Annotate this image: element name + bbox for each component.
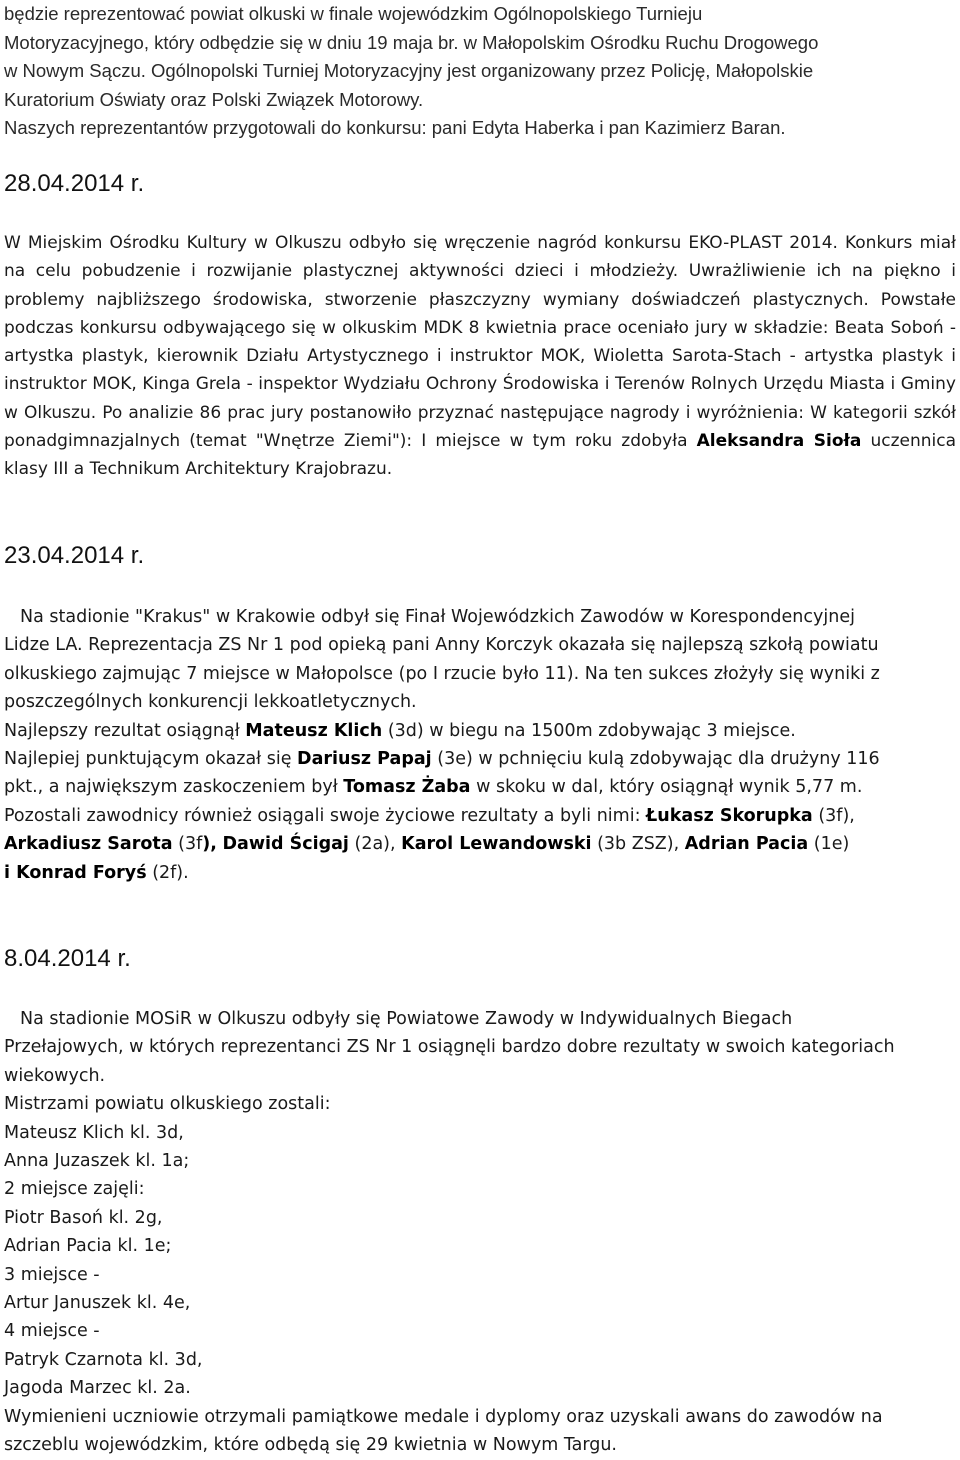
- intro-line: Motoryzacyjnego, który odbędzie się w dniu 19 maja br. w Małopolskim Ośrodku Ruchu Drogowego: [4, 31, 819, 53]
- results-line: Patryk Czarnota kl. 3d,: [4, 1349, 203, 1370]
- intro-line: będzie reprezentować powiat olkuski w finale wojewódzkim Ogólnopolskiego Turnieju: [4, 3, 703, 24]
- surprise-line: [4, 773, 956, 801]
- athlete-name: i Konrad Foryś: [4, 862, 147, 883]
- athlete-name: Arkadiusz Sarota: [4, 834, 173, 855]
- athlete-class: (3f: [178, 834, 203, 855]
- section-date-eko: 28.04.2014 r.: [4, 170, 145, 197]
- eko-text: W Miejskim Ośrodku Kultury w Olkuszu odbyło się wręczenie nagród konkursu EKO-PLAST 2014. Konkurs miał na celu pobudzenie i rozwijanie plastycznej aktywności dzieci i młodzieży. Uwrażliwienie ich na piękno i problemy najbliższego środowiska, stworzenie płaszczyzny wymiany doświadczeń plastycznych. Powstałe podczas konkursu odbywającego się w olkuskim MDK 8 kwietnia prace oceniało jury w składzie: Beata Soboń - artystka plastyk, kierownik Działu Artystycznego i instruktor MOK, Wioletta Sarota-Stach - artystka plastyk i instruktor MOK, Kinga Grela - inspektor Wydziału Ochrony Środowiska i Terenów Rolnych Urzędu Miasta i Gminy w Olkuszu. Po analizie 86 prac jury postanowiło przyznać następujące nagrody i wyróżnienia: W kategorii szkół ponadgimnazjalnych (temat "Wnętrze Ziemi"): I miejsce w tym roku zdobyła: [4, 233, 956, 452]
- scorer-post: (3e) w pchnięciu kulą zdobywając dla drużyny 116: [437, 749, 880, 770]
- results-line: Piotr Basoń kl. 2g,: [4, 1207, 163, 1228]
- results-line: 2 miejsce zajęli:: [4, 1179, 145, 1200]
- winner-name: Aleksandra Sioła: [696, 431, 862, 452]
- results-line: 3 miejsce -: [4, 1264, 100, 1285]
- best-result-line: [4, 717, 956, 745]
- intro-line: Naszych reprezentantów przygotowali do konkursu: pani Edyta Haberka i pan Kazimierz Baran.: [4, 117, 786, 138]
- intro-line: Kuratorium Oświaty oraz Polski Związek Motorowy.: [4, 88, 424, 110]
- athlete-class-bold: ),: [202, 834, 217, 855]
- athlete-class: (2a),: [354, 834, 396, 855]
- scorer-pre: Najlepiej punktującym okazał się: [4, 749, 292, 770]
- results-line: 4 miejsce -: [4, 1321, 100, 1342]
- athlete-name: Mateusz Klich: [245, 720, 383, 741]
- results-line: Jagoda Marzec kl. 2a.: [4, 1378, 191, 1399]
- closing-line: szczeblu wojewódzkim, które odbędą się 29 kwietnia w Nowym Targu.: [4, 1435, 617, 1456]
- results-line: Mistrzami powiatu olkuskiego zostali:: [4, 1094, 331, 1115]
- results-line: Adrian Pacia kl. 1e;: [4, 1236, 172, 1257]
- mosir-paragraph: [4, 1005, 956, 1460]
- section-date-krakus: 23.04.2014 r.: [4, 542, 145, 569]
- athlete-name: Łukasz Skorupka: [646, 805, 813, 826]
- others-line: [4, 802, 956, 830]
- athlete-name: Dariusz Papaj: [297, 749, 432, 770]
- best-pre: Najlepszy rezultat osiągnął: [4, 720, 240, 741]
- krakus-paragraph: [4, 603, 956, 887]
- athlete-name: Dawid Ścigaj: [222, 834, 349, 855]
- krakus-line: olkuskiego zajmując 7 miejsce w Małopolsce (po I rzucie było 11). Na ten sukces złożyły się wyniki z: [4, 663, 880, 684]
- athlete-name: Adrian Pacia: [684, 834, 809, 855]
- athlete-class: (3b ZSZ),: [597, 834, 680, 855]
- athlete-name: Karol Lewandowski: [401, 834, 592, 855]
- scorer-line: [4, 745, 956, 773]
- others-line: [4, 859, 956, 887]
- results-line: Artur Januszek kl. 4e,: [4, 1293, 191, 1314]
- surprise-post: w skoku w dal, który osiągnął wynik 5,77 m.: [476, 777, 863, 798]
- closing-line: Wymienieni uczniowie otrzymali pamiątkowe medale i dyplomy oraz uzyskali awans do zawodów na: [4, 1406, 883, 1427]
- others-pre: Pozostali zawodnicy również osiągali swoje życiowe rezultaty a byli nimi:: [4, 805, 641, 826]
- others-line: [4, 830, 956, 858]
- athlete-class: (2f).: [152, 862, 189, 883]
- krakus-line: Na stadionie "Krakus" w Krakowie odbył się Finał Wojewódzkich Zawodów w Korespondencyjnej: [20, 607, 855, 627]
- krakus-line: Lidze LA. Reprezentacja ZS Nr 1 pod opieką pani Anny Korczyk okazała się najlepszą szkołą powiatu: [4, 635, 879, 656]
- athlete-class: (1e): [813, 834, 850, 855]
- results-line: Mateusz Klich kl. 3d,: [4, 1122, 184, 1143]
- intro-line: w Nowym Sączu. Ogólnopolski Turniej Motoryzacyjny jest organizowany przez Policję, Małopolskie: [4, 60, 814, 81]
- athlete-name: Tomasz Żaba: [343, 777, 471, 798]
- section-date-mosir: 8.04.2014 r.: [4, 945, 131, 972]
- eko-paragraph: [4, 229, 956, 484]
- mosir-line: wiekowych.: [4, 1065, 106, 1086]
- mosir-line: Przełajowych, w których reprezentanci ZS Nr 1 osiągnęli bardzo dobre rezultaty w swoich kategoriach: [4, 1037, 895, 1058]
- krakus-line: poszczególnych konkurencji lekkoatletycznych.: [4, 692, 417, 713]
- surprise-pre: pkt., a największym zaskoczeniem był: [4, 777, 338, 798]
- best-post: (3d) w biegu na 1500m zdobywając 3 miejsce.: [387, 720, 796, 741]
- eko-text-end: uczennica klasy III a Technikum Architektury Krajobrazu.: [4, 431, 956, 480]
- results-line: Anna Juzaszek kl. 1a;: [4, 1151, 190, 1172]
- mosir-line: Na stadionie MOSiR w Olkuszu odbyły się Powiatowe Zawody w Indywidualnych Biegach: [20, 1009, 793, 1029]
- athlete-class: (3f),: [818, 805, 855, 826]
- intro-paragraph: [4, 0, 956, 143]
